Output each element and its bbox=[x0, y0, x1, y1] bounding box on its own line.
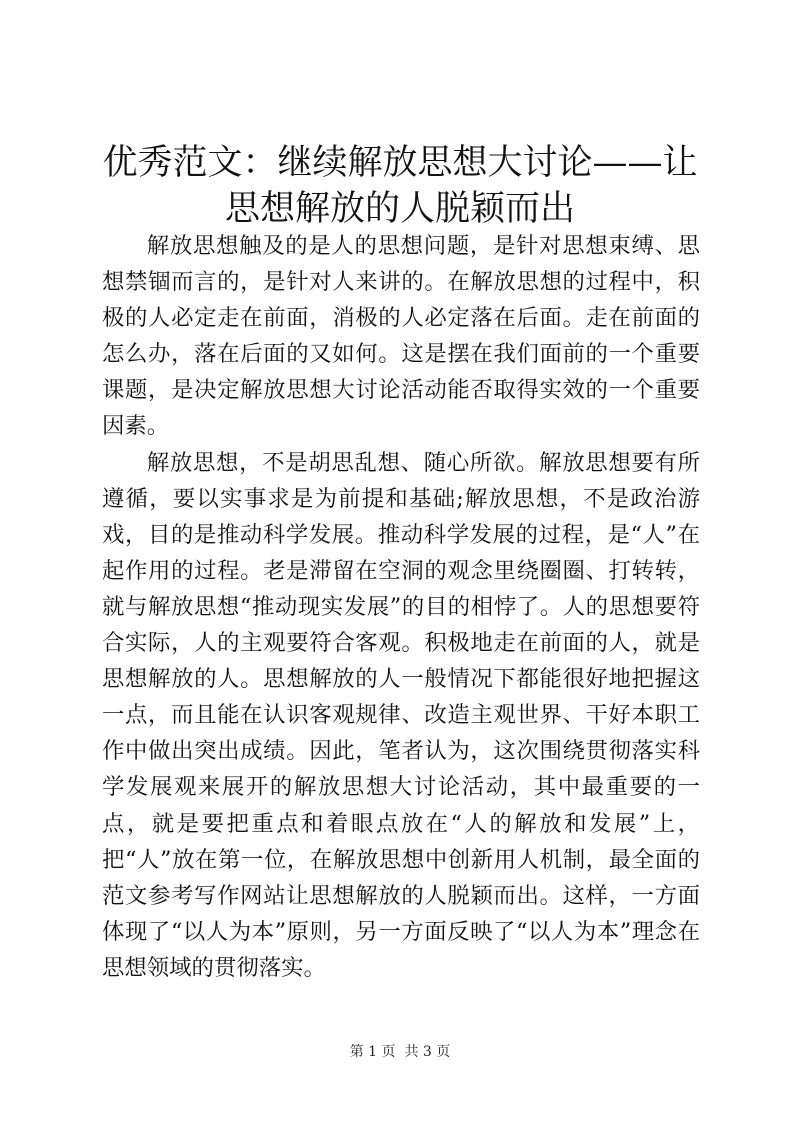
page-footer bbox=[0, 1043, 800, 1061]
page-number: 第 1 页 共 3 页 bbox=[349, 1044, 451, 1060]
document-title: 优秀范文：继续解放思想大讨论——让思想解放的人脱颖而出 bbox=[102, 143, 698, 229]
paragraph-1: 解放思想触及的是人的思想问题，是针对思想束缚、思想禁锢而言的，是针对人来讲的。在解放思想的过程中，积极的人必定走在前面，消极的人必定落在后面。走在前面的怎么办，落在后面的又如何。这是摆在我们面前的一个重要课题，是决定解放思想大讨论活动能否取得实效的一个重要因素。 bbox=[102, 233, 700, 440]
paragraph-2: 解放思想，不是胡思乱想、随心所欲。解放思想要有所遵循，要以实事求是为前提和基础;解放思想，不是政治游戏，目的是推动科学发展。推动科学发展的过程，是“人”在起作用的过程。老是滞留在空洞的观念里绕圈圈、打转转，就与解放思想“推动现实发展”的目的相悖了。人的思想要符合实际，人的主观要符合客观。积极地走在前面的人，就是思想解放的人。思想解放的人一般情况下都能很好地把握这一点，而且能在认识客观规律、改造主观世界、干好本职工作中做出突出成绩。因此，笔者认为，这次围绕贯彻落实科学发展观来展开的解放思想大讨论活动，其中最重要的一点，就是要把重点和着眼点放在“人的解放和发展”上，把“人”放在第一位，在解放思想中创新用人机制，最全面的范文参考写作网站让思想解放的人脱颖而出。这样，一方面体现了“以人为本”原则，另一方面反映了“以人为本”理念在思想领域的贯彻落实。 bbox=[102, 449, 700, 981]
document-body bbox=[102, 228, 700, 986]
